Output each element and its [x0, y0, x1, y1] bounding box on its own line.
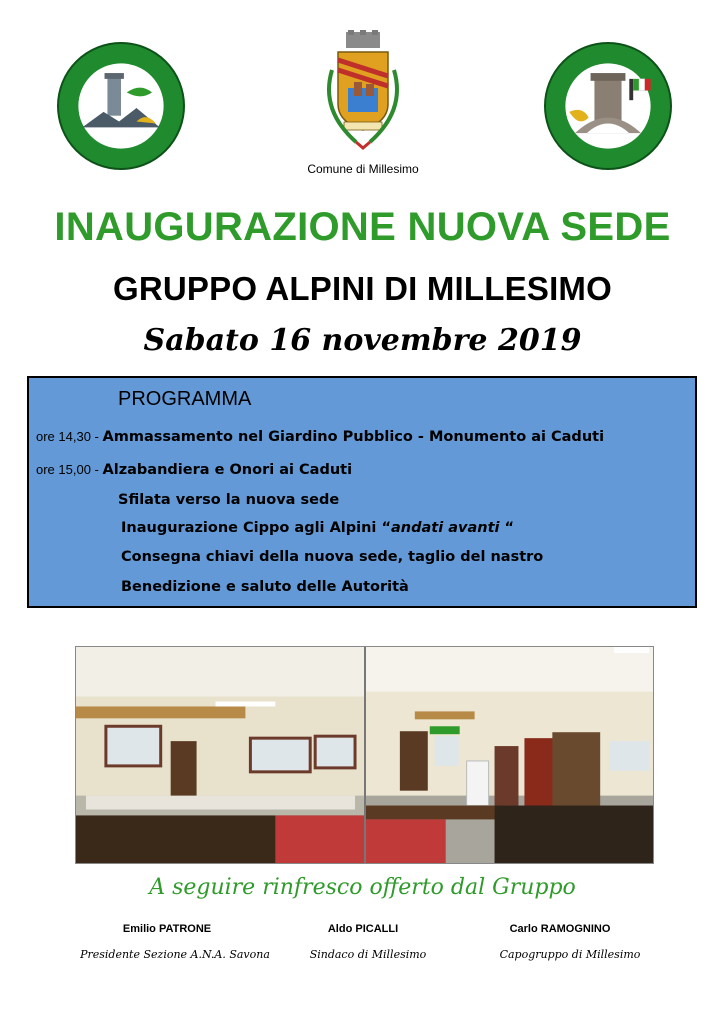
title-inaugurazione: INAUGURAZIONE NUOVA SEDE [54, 205, 671, 249]
signature-name: Aldo PICALLI [327, 923, 399, 935]
program-activity-italic: andati avanti [391, 520, 500, 536]
signature-role: Presidente Sezione A.N.A. Savona [80, 948, 270, 961]
program-line [36, 428, 604, 445]
program-activity: Benedizione e saluto delle Autorità [121, 579, 409, 595]
comune-label: Comune di Millesimo [307, 162, 419, 176]
program-activity: Consegna chiavi della nuova sede, taglio del nastro [121, 549, 544, 565]
program-line [118, 491, 339, 508]
millesimo-crest [316, 30, 410, 158]
signature-name: Carlo RAMOGNINO [509, 923, 611, 935]
program-line [36, 461, 352, 478]
signature-name: Emilio PATRONE [122, 923, 212, 935]
program-activity: Sfilata verso la nuova sede [118, 492, 340, 508]
program-activity: Inaugurazione Cippo agli Alpini “ [121, 520, 391, 536]
closing-note: A seguire rinfresco offerto dal Gruppo [149, 875, 576, 900]
program-activity: Alzabandiera e Onori ai Caduti [102, 462, 353, 478]
program-activity-tail: “ [499, 520, 515, 536]
program-time: ore 15,00 - [36, 462, 103, 477]
ana-savona-logo [57, 42, 185, 170]
signature-role: Sindaco di Millesimo [309, 948, 427, 961]
program-activity: Ammassamento nel Giardino Pubblico - Monumento ai Caduti [102, 429, 605, 445]
title-gruppo: GRUPPO ALPINI DI MILLESIMO [113, 270, 612, 307]
gruppo-alpini-millesimo-logo [544, 42, 672, 170]
program-line [121, 548, 543, 565]
programma-heading: PROGRAMMA [118, 388, 252, 410]
program-line [121, 519, 514, 536]
title-date: Sabato 16 novembre 2019 [143, 323, 582, 358]
program-time: ore 14,30 - [36, 429, 103, 444]
signature-role: Capogruppo di Millesimo [499, 948, 641, 961]
sede-interior-photos [75, 646, 654, 864]
program-line [121, 578, 409, 595]
